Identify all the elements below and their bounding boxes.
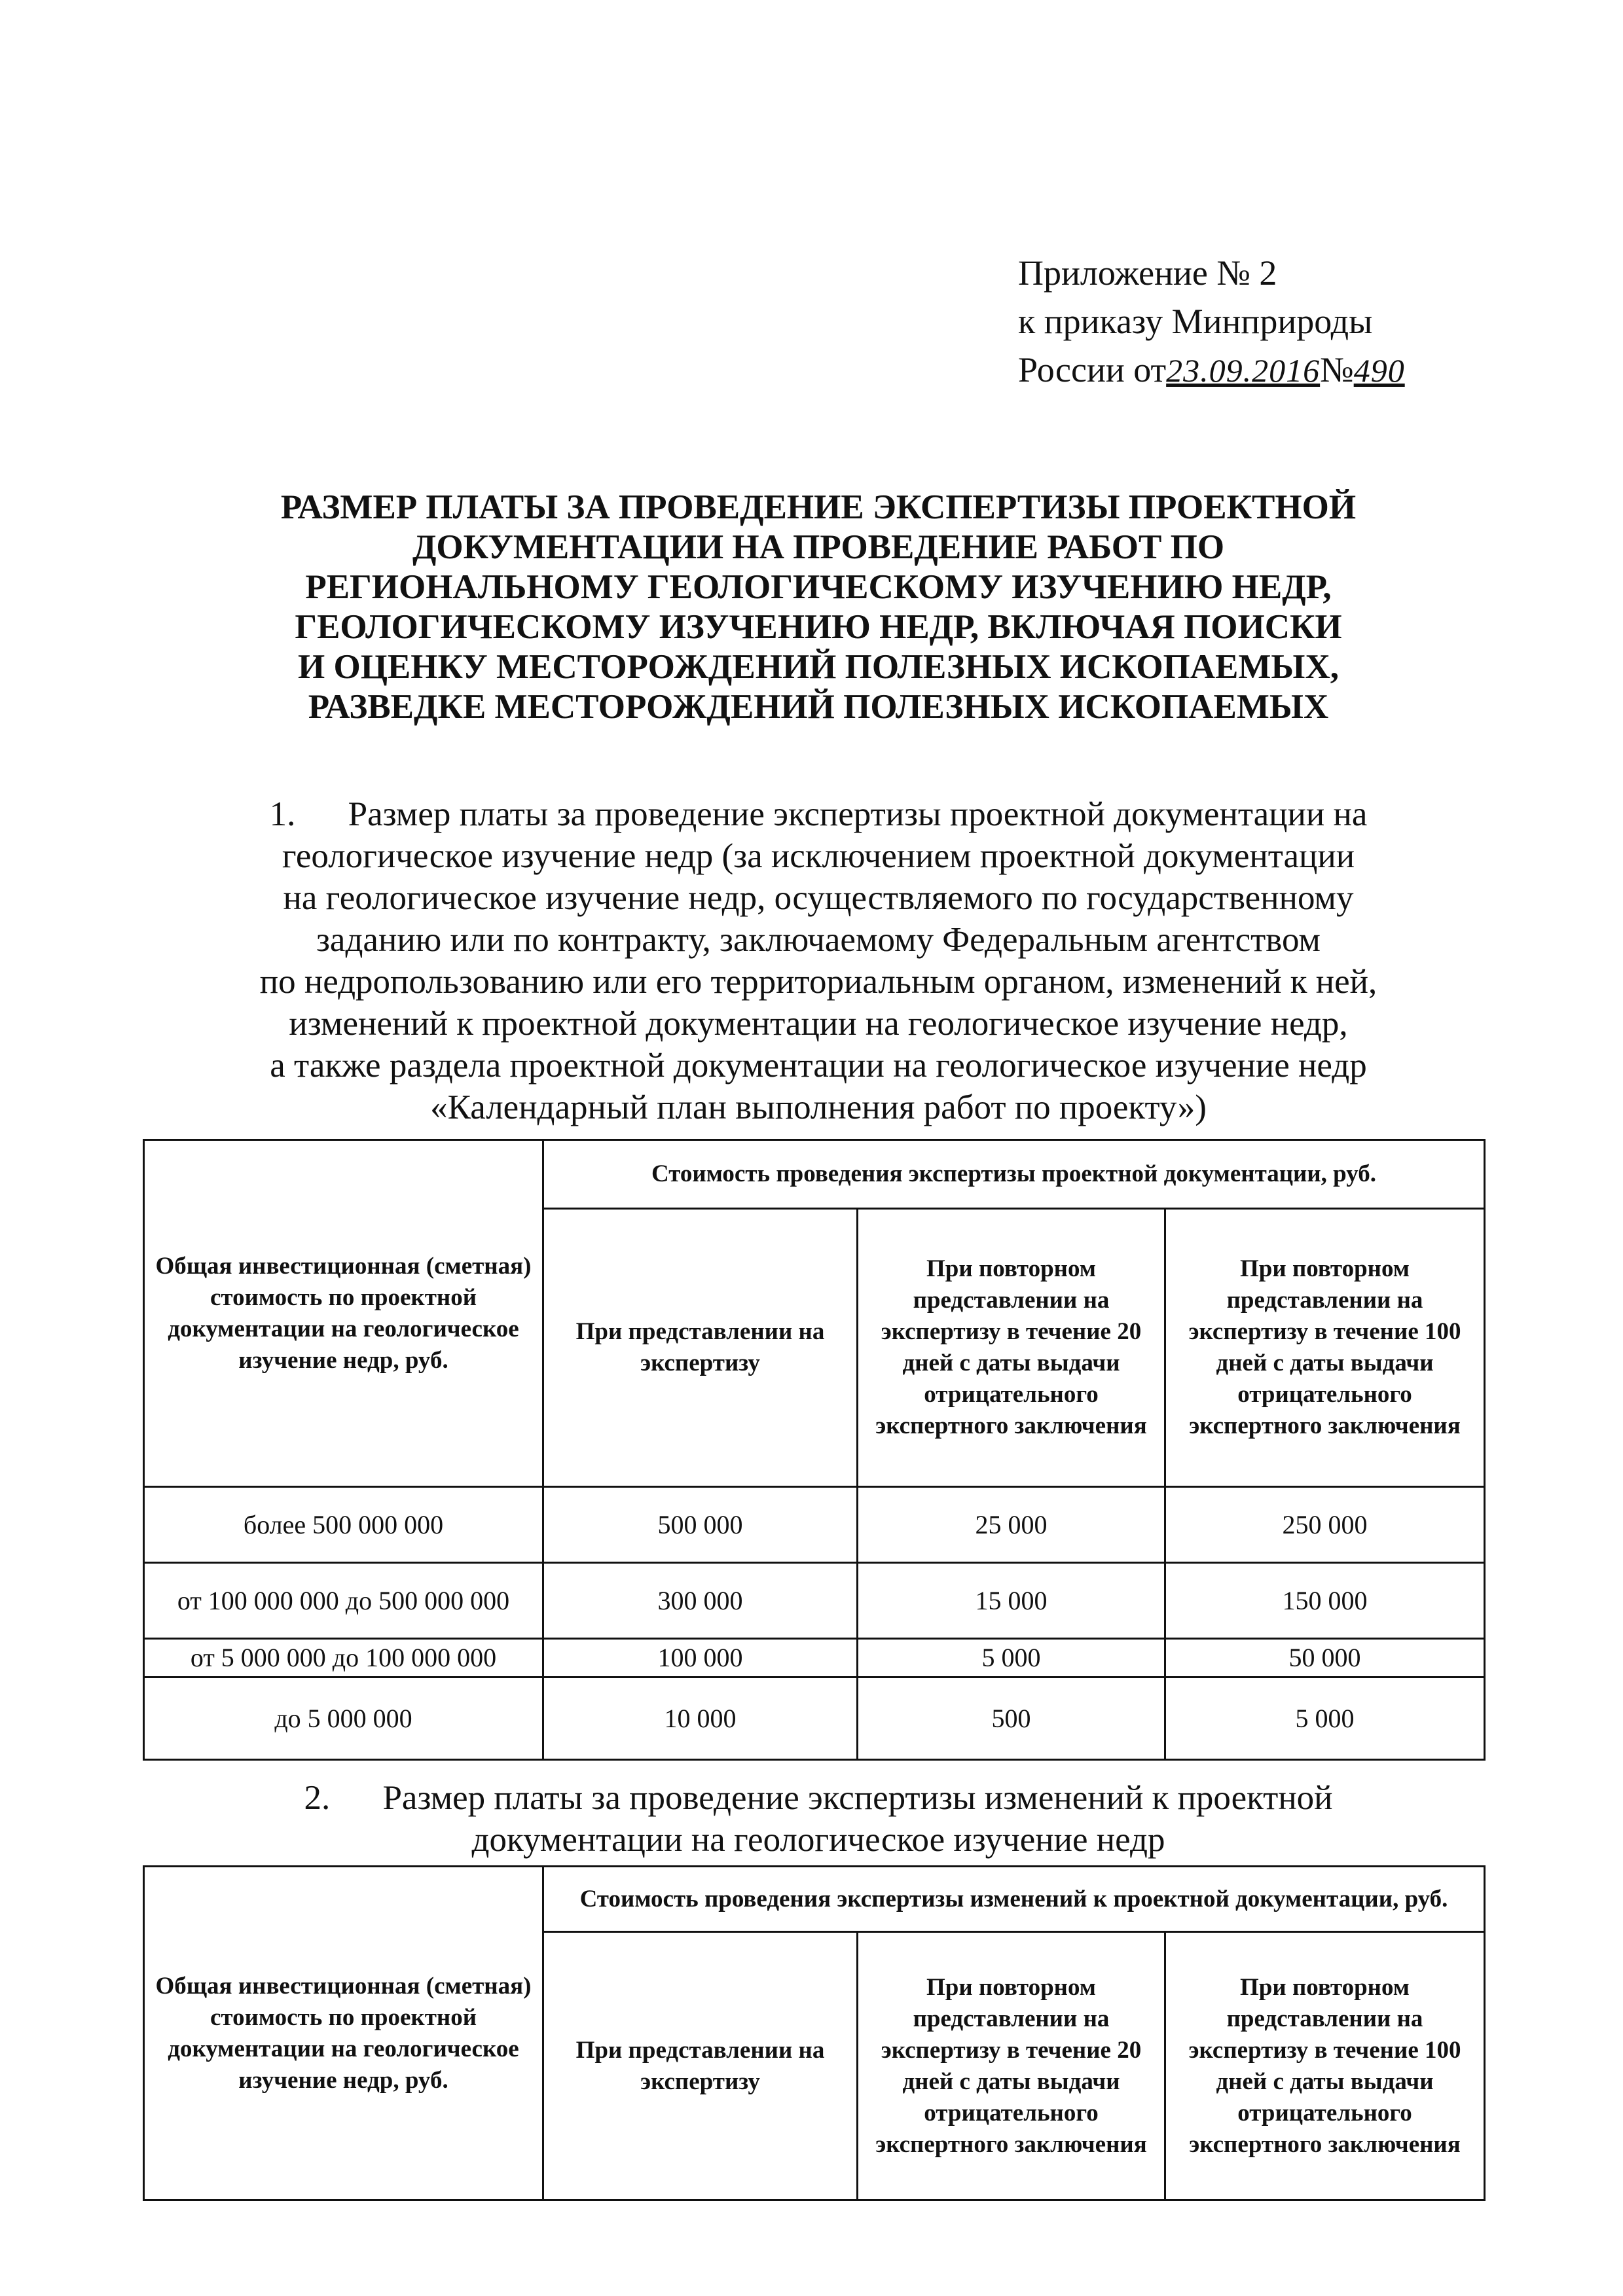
title-line: РАЗВЕДКЕ МЕСТОРОЖДЕНИЙ ПОЛЕЗНЫХ ИСКОПАЕМЫХ [308,688,1329,726]
col-header-investment-cost: Общая инвестиционная (сметная) стоимость по проектной документации на геологическое изучение недр, руб. [144,1867,543,2200]
appendix-line-1: Приложение № 2 [1018,253,1277,293]
section-2-line: документации на геологическое изучение недр [471,1821,1165,1859]
col-header-resubmission-100-days: При повторном представлении на экспертизу в течение 100 дней с даты выдачи отрицательного экспертного заключения [1165,1209,1485,1487]
cell-fee: 5 000 [1165,1677,1485,1760]
document-title [131,488,1506,727]
cell-cost-range: более 500 000 000 [144,1487,543,1563]
cell-fee: 25 000 [858,1487,1165,1563]
cell-cost-range: от 5 000 000 до 100 000 000 [144,1639,543,1677]
cell-cost-range: до 5 000 000 [144,1677,543,1760]
cell-fee: 300 000 [543,1563,858,1639]
title-line: И ОЦЕНКУ МЕСТОРОЖДЕНИЙ ПОЛЕЗНЫХ ИСКОПАЕМЫХ, [298,648,1339,686]
section-1-line: на геологическое изучение недр, осуществляемого по государственному [283,879,1354,917]
fee-table-1 [143,1139,1486,1761]
section-1-line: «Календарный план выполнения работ по проекту») [430,1088,1207,1126]
title-line: РЕГИОНАЛЬНОМУ ГЕОЛОГИЧЕСКОМУ ИЗУЧЕНИЮ НЕДР, [305,568,1332,606]
group-header-cost: Стоимость проведения экспертизы проектной документации, руб. [543,1140,1485,1209]
order-number: 490 [1353,352,1405,389]
section-1-text [151,793,1486,1128]
section-1-line: изменений к проектной документации на геологическое изучение недр, [289,1005,1348,1043]
cell-fee: 150 000 [1165,1563,1485,1639]
table-row [144,1677,1485,1760]
table-row [144,1563,1485,1639]
col-header-resubmission-20-days: При повторном представлении на экспертизу в течение 20 дней с даты выдачи отрицательного экспертного заключения [858,1932,1165,2200]
cell-fee: 500 000 [543,1487,858,1563]
title-line: ГЕОЛОГИЧЕСКОМУ ИЗУЧЕНИЮ НЕДР, ВКЛЮЧАЯ ПОИСКИ [295,608,1342,646]
section-2-text [151,1777,1486,1861]
fee-table-2 [143,1865,1486,2201]
cell-fee: 10 000 [543,1677,858,1760]
col-header-resubmission-100-days: При повторном представлении на экспертизу в течение 100 дней с даты выдачи отрицательного экспертного заключения [1165,1932,1485,2200]
cell-cost-range: от 100 000 000 до 500 000 000 [144,1563,543,1639]
col-header-first-submission: При представлении на экспертизу [543,1932,858,2200]
title-line: ДОКУМЕНТАЦИИ НА ПРОВЕДЕНИЕ РАБОТ ПО [412,528,1225,566]
group-header-cost: Стоимость проведения экспертизы изменений к проектной документации, руб. [543,1867,1485,1932]
cell-fee: 15 000 [858,1563,1165,1639]
section-1-number: 1. [269,795,296,833]
section-1-line: геологическое изучение недр (за исключением проектной документации [282,837,1355,875]
cell-fee: 5 000 [858,1639,1165,1677]
appendix-line-3 [1018,346,1542,395]
section-1-line: а также раздела проектной документации на геологическое изучение недр [270,1047,1367,1085]
section-1-line: 1. Размер платы за проведение экспертизы проектной документации на [151,793,1486,835]
cell-fee: 100 000 [543,1639,858,1677]
section-2-number: 2. [304,1779,331,1817]
col-header-investment-cost: Общая инвестиционная (сметная) стоимость по проектной документации на геологическое изучение недр, руб. [144,1140,543,1487]
title-line: РАЗМЕР ПЛАТЫ ЗА ПРОВЕДЕНИЕ ЭКСПЕРТИЗЫ ПРОЕКТНОЙ [280,488,1357,526]
col-header-resubmission-20-days: При повторном представлении на экспертизу в течение 20 дней с даты выдачи отрицательного экспертного заключения [858,1209,1165,1487]
appendix-block [1018,249,1542,395]
section-2-line: 2. Размер платы за проведение экспертизы изменений к проектной [151,1777,1486,1819]
appendix-country: России от [1018,350,1167,389]
table-row [144,1639,1485,1677]
section-1-line: заданию или по контракту, заключаемому Федеральным агентством [316,921,1321,959]
order-date: 23.09.2016 [1166,352,1321,389]
col-header-first-submission: При представлении на экспертизу [543,1209,858,1487]
cell-fee: 50 000 [1165,1639,1485,1677]
cell-fee: 500 [858,1677,1165,1760]
section-1-line: по недропользованию или его территориальным органом, изменений к ней, [259,963,1377,1001]
cell-fee: 250 000 [1165,1487,1485,1563]
table-row [144,1487,1485,1563]
appendix-line-2: к приказу Минприроды [1018,302,1373,341]
number-sign: № [1320,350,1354,389]
